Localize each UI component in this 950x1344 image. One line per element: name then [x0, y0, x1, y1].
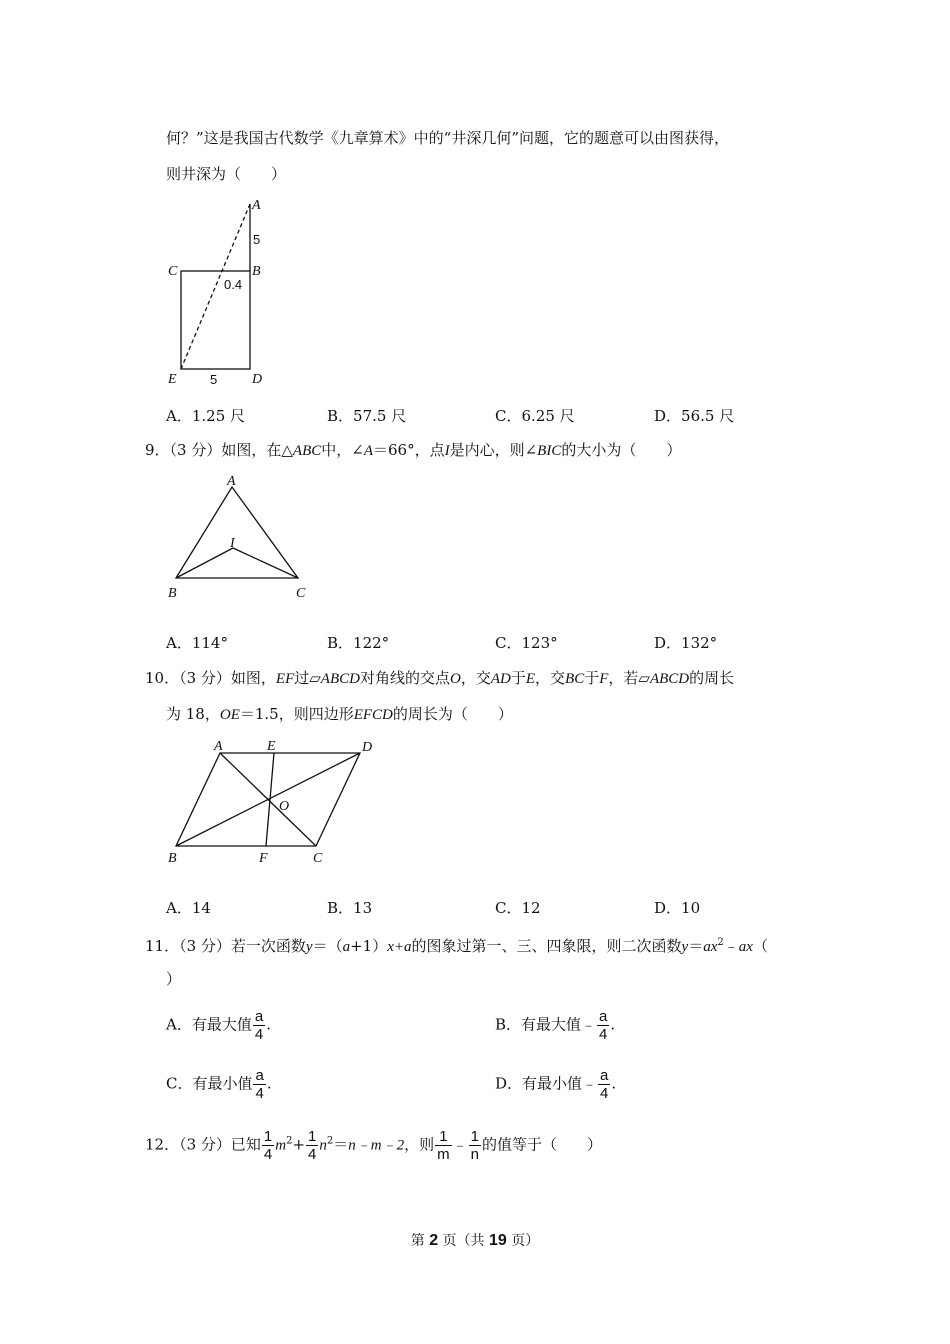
label-e: E [168, 372, 177, 387]
q12-text: 12．（3 分）已知 $\frac{1}{4}$ $m^2+$ $\frac{1}{4}$ $n^2=n﹣m﹣2$，则 $\frac{1}{m}$ ﹣ $\frac{1}{n}$ 的值等于（ ） [145, 1128, 603, 1163]
q10-parallelogram-figure [160, 735, 390, 870]
q8-option-c: C．6.25 尺 [495, 407, 575, 425]
label-ed-length: 5 [210, 372, 218, 387]
q9-option-b: B．122° [327, 634, 390, 652]
label-d: D [362, 740, 373, 755]
q8-well-figure [160, 192, 280, 392]
q11-text-line1: 11．（3 分）若一次函数y＝（a+1）x+a的图象过第一、三、四象限，则二次函数$y=ax^2﹣ax$（ [145, 937, 768, 955]
fraction-1-over-4: $\frac{1}{4}$ [263, 1128, 273, 1163]
fraction-a-over-4: $\frac{a}{4}$ [600, 1067, 609, 1102]
q8-option-d: D．56.5 尺 [654, 407, 735, 425]
diagonal-bd [176, 753, 360, 846]
fraction-1-over-m: $\frac{1}{m}$ [437, 1128, 450, 1163]
q10-text-line2: 为 18，OE＝1.5，则四边形EFCD的周长为（ ） [166, 705, 513, 723]
label-f: F [259, 851, 268, 866]
fraction-1-over-n: $\frac{1}{n}$ [470, 1128, 479, 1163]
q10-option-a: A．14 [166, 899, 211, 917]
q11-option-d: D．有最小值﹣ $\frac{a}{4}$ . [495, 1067, 617, 1102]
q10-option-d: D．10 [654, 899, 701, 917]
fraction-a-over-4: $\frac{a}{4}$ [599, 1008, 608, 1043]
q8-text-line2: 则井深为（ ） [166, 165, 287, 183]
q11-option-b: B．有最大值﹣ $\frac{a}{4}$ . [495, 1008, 616, 1043]
q11-option-c: C．有最小值 $\frac{a}{4}$ . [166, 1067, 272, 1102]
page-footer: 第 2 页（共 19 页） [410, 1232, 540, 1249]
q10-option-c: C．12 [495, 899, 541, 917]
q9-option-a: A．114° [166, 634, 228, 652]
label-b: B [168, 851, 177, 866]
q11-option-a: A．有最大值 $\frac{a}{4}$ . [166, 1008, 271, 1043]
label-o: O [279, 799, 290, 814]
segment-ci [233, 548, 298, 578]
q9-option-d: D．132° [654, 634, 718, 652]
triangle-abc [176, 487, 298, 578]
label-ab-length: 5 [253, 232, 261, 247]
q8-option-a: A．1.25 尺 [166, 407, 245, 425]
label-b: B [252, 264, 261, 279]
fraction-1-over-4: $\frac{1}{4}$ [308, 1128, 317, 1163]
label-c: C [313, 851, 323, 866]
q11-text-line2: ） [166, 970, 182, 988]
q10-option-b: B．13 [327, 899, 373, 917]
label-c: C [296, 586, 306, 601]
q9-option-c: C．123° [495, 634, 558, 652]
label-d: D [252, 372, 263, 387]
q10-text-line1: 10．（3 分）如图，EF过▱ABCD对角线的交点O，交AD于E，交BC于F，若▱ABCD的周长 [145, 669, 735, 687]
q8-text-line1: 何？”这是我国古代数学《九章算术》中的“井深几何”问题，它的题意可以由图获得， [166, 129, 730, 147]
label-a: A [252, 198, 261, 213]
fraction-a-over-4: $\frac{a}{4}$ [254, 1008, 264, 1043]
q9-text: 9．（3 分）如图，在△ABC中，∠A＝66°，点I是内心，则∠BIC的大小为（ ） [145, 441, 682, 459]
label-a: A [227, 474, 236, 489]
label-cb-length: 0.4 [224, 277, 243, 292]
label-a: A [214, 739, 223, 754]
label-e: E [267, 739, 276, 754]
label-i: I [230, 536, 235, 551]
q9-triangle-figure [160, 470, 320, 605]
fraction-a-over-4: $\frac{a}{4}$ [255, 1067, 264, 1102]
label-b: B [168, 586, 177, 601]
label-c: C [168, 264, 178, 279]
q8-option-b: B．57.5 尺 [327, 407, 407, 425]
